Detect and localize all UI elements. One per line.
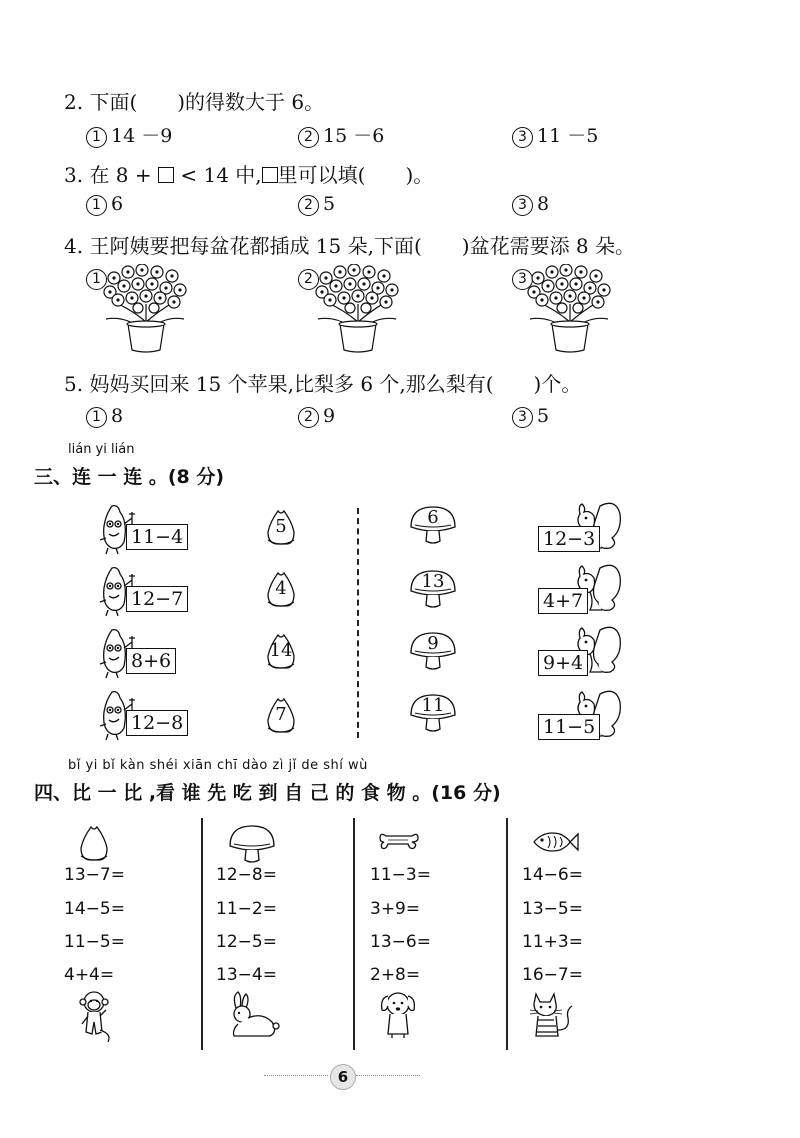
option-number: 2 — [298, 127, 319, 148]
q2-option-3[interactable] — [512, 121, 598, 148]
q5-option-3[interactable] — [512, 405, 549, 428]
flowerpot-image — [314, 264, 402, 356]
option-text: 5 — [323, 193, 336, 215]
option-number: 1 — [86, 127, 107, 148]
option-number: 1 — [86, 269, 107, 290]
pepper-equation: 11−4 — [126, 524, 188, 550]
column-divider — [353, 818, 355, 1050]
squirrel-equation: 4+7 — [538, 588, 588, 614]
footer-dots-right — [356, 1075, 420, 1076]
equation[interactable]: 3+9= — [370, 899, 421, 919]
column-divider — [201, 818, 203, 1050]
equation[interactable]: 13−7= — [64, 865, 125, 885]
option-text: 14 －9 — [111, 125, 173, 147]
question-5: 5. 妈妈买回来 15 个苹果,比梨多 6 个,那么梨有( )个。 — [64, 372, 582, 396]
equation[interactable]: 16−7= — [522, 965, 583, 985]
option-text: 8 — [111, 405, 124, 427]
blank-box — [262, 167, 278, 183]
pepper-equation: 12−8 — [126, 710, 188, 736]
section3-pinyin: lián yi lián — [68, 442, 135, 457]
option-text: 9 — [323, 405, 336, 427]
equation[interactable]: 2+8= — [370, 965, 421, 985]
peach-number: 7 — [275, 704, 287, 725]
monkey-icon — [76, 990, 116, 1044]
peach-card[interactable] — [264, 570, 298, 610]
fish-food-icon — [530, 828, 580, 856]
pepper-equation: 8+6 — [126, 648, 176, 674]
q3-option-2[interactable] — [298, 193, 335, 216]
stem-part: 里可以填( )。 — [277, 163, 434, 187]
footer-dots-left — [264, 1075, 328, 1076]
column-divider — [506, 818, 508, 1050]
squirrel-equation: 12−3 — [538, 526, 600, 552]
equation[interactable]: 13−4= — [216, 965, 277, 985]
squirrel-equation: 9+4 — [538, 650, 588, 676]
option-number: 3 — [512, 127, 533, 148]
option-text: 5 — [537, 405, 550, 427]
flowerpot-image — [102, 264, 190, 356]
pepper-equation: 12−7 — [126, 586, 188, 612]
equation[interactable]: 11−3= — [370, 865, 431, 885]
pepper-card[interactable] — [98, 502, 184, 560]
squirrel-card[interactable] — [538, 624, 624, 676]
blank-box — [158, 167, 174, 183]
equation[interactable]: 11−2= — [216, 899, 277, 919]
option-text: 8 — [537, 193, 550, 215]
equation[interactable]: 14−6= — [522, 865, 583, 885]
q2-option-1[interactable] — [86, 121, 172, 148]
squirrel-card[interactable] — [538, 688, 624, 740]
flowerpot-image — [526, 264, 614, 356]
equation[interactable]: 14−5= — [64, 899, 125, 919]
mushroom-card[interactable] — [409, 569, 457, 611]
question-2: 2. 下面( )的得数大于 6。 — [64, 90, 325, 114]
equation[interactable]: 4+4= — [64, 965, 115, 985]
option-number: 3 — [512, 407, 533, 428]
peach-food-icon — [77, 824, 111, 864]
q3-option-3[interactable] — [512, 193, 549, 216]
q2-option-2[interactable] — [298, 121, 384, 148]
option-number: 3 — [512, 269, 533, 290]
mushroom-number: 9 — [427, 633, 439, 654]
mushroom-number: 6 — [427, 507, 439, 528]
mushroom-card[interactable] — [409, 631, 457, 673]
q3-option-1[interactable] — [86, 193, 123, 216]
squirrel-card[interactable] — [538, 562, 624, 614]
section3-divider — [357, 508, 359, 738]
peach-number: 5 — [275, 516, 287, 537]
equation[interactable]: 13−6= — [370, 932, 431, 952]
page-number: 6 — [330, 1064, 356, 1090]
option-number: 2 — [298, 269, 319, 290]
dog-icon — [378, 990, 418, 1040]
squirrel-equation: 11−5 — [538, 714, 600, 740]
stem-part: < 14 中, — [180, 163, 262, 187]
equation[interactable]: 12−5= — [216, 932, 277, 952]
option-text: 6 — [111, 193, 124, 215]
mushroom-card[interactable] — [409, 693, 457, 735]
q5-option-2[interactable] — [298, 405, 335, 428]
q5-option-1[interactable] — [86, 405, 123, 428]
option-number: 1 — [86, 407, 107, 428]
peach-card[interactable] — [264, 696, 298, 736]
rabbit-icon — [222, 990, 282, 1040]
option-text: 15 －6 — [323, 125, 385, 147]
stem-part: 3. 在 8 + — [64, 163, 152, 187]
peach-number: 14 — [269, 640, 293, 661]
mushroom-number: 11 — [421, 695, 445, 716]
question-4: 4. 王阿姨要把每盆花都插成 15 朵,下面( )盆花需要添 8 朵。 — [64, 234, 636, 258]
mushroom-food-icon — [228, 824, 276, 866]
section4-pinyin: bǐ yi bǐ kàn shéi xiān chī dào zì jǐ de shí wù — [68, 758, 368, 773]
option-number: 2 — [298, 407, 319, 428]
peach-number: 4 — [275, 578, 287, 599]
option-number: 2 — [298, 195, 319, 216]
question-3 — [64, 159, 433, 188]
peach-card[interactable] — [264, 632, 298, 672]
peach-card[interactable] — [264, 508, 298, 548]
squirrel-card[interactable] — [538, 500, 624, 552]
equation[interactable]: 12−8= — [216, 865, 277, 885]
option-text: 11 －5 — [537, 125, 599, 147]
section3-title: 三、连 一 连 。(8 分) — [34, 466, 225, 488]
equation[interactable]: 11+3= — [522, 932, 583, 952]
pepper-card[interactable] — [98, 626, 172, 684]
cat-icon — [528, 990, 576, 1040]
pepper-card[interactable] — [98, 564, 184, 622]
section4-title: 四、比 一 比 ,看 谁 先 吃 到 自 己 的 食 物 。(16 分) — [34, 782, 501, 804]
option-number: 1 — [86, 195, 107, 216]
pepper-card[interactable] — [98, 688, 184, 746]
mushroom-card[interactable] — [409, 505, 457, 547]
mushroom-number: 13 — [421, 571, 445, 592]
equation[interactable]: 13−5= — [522, 899, 583, 919]
bone-food-icon — [378, 830, 420, 852]
equation[interactable]: 11−5= — [64, 932, 125, 952]
option-number: 3 — [512, 195, 533, 216]
